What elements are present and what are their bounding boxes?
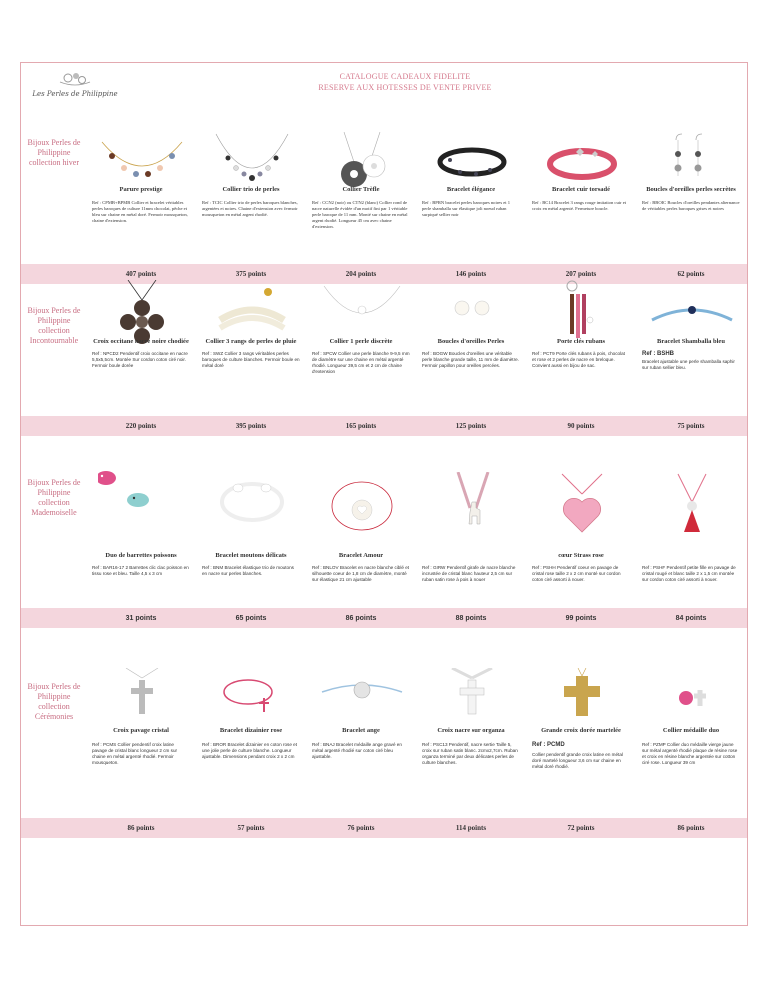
product-points: 88 points [455, 615, 487, 622]
product-name: Bracelet Shamballa bleu [657, 338, 725, 345]
product-name: Croix pavage cristal [113, 727, 169, 734]
product-points: 65 points [235, 615, 267, 622]
product-points: 76 points [347, 824, 375, 832]
section-label [21, 306, 87, 346]
section-label-line: collection [38, 326, 70, 335]
section-label [21, 478, 87, 518]
product-name: Collier 1 perle discrète [329, 338, 393, 345]
product-points: 31 points [125, 615, 157, 622]
girl-pendant-image [648, 472, 736, 542]
product-description: Ref : PZMP Collier duo médaille vierge jaune sur métal argenté rhodié plaque de résine rose et croix en résine blanche argentée sur cotton ciré rose. Longueur 39 cm [642, 742, 738, 765]
section-label-line: Philippine [37, 488, 71, 497]
product-ref [532, 742, 630, 748]
section-label-line: Cérémonies [34, 712, 74, 721]
product-points: 375 points [235, 270, 267, 278]
product-ref-text: Ref : PCMD [532, 742, 565, 748]
product-description: Ref : BPRN bracelet perles baroques noires et 1 perle shamballa sur élastique joli noeud ruban surpiqué sellier noir [422, 200, 511, 217]
product-description: Ref : CPMB+BPMB Collier et bracelet véritables perles baroques de culture 11mm chocolat, pêche et bleu sur chaine en métal doré. Fermoir mousqueton, chaine d'extension. [92, 200, 188, 223]
brand-logo [30, 68, 120, 102]
product-description: Ref : CCN2 (noir) ou CTN2 (blanc) Collier rond de nacre naturelle évidée d'un motif fini par 1 véritable perle baroque de 11 mm. Monté sur chaine en métal argent rhodié. Longueur 45 cm avec chaine d'extension. [312, 200, 408, 229]
product-points: 204 points [345, 270, 377, 278]
section-label-line: Bijoux Perles de [27, 306, 81, 315]
product-name: Grande croix dorée martelée [541, 727, 621, 734]
product-description: Ref : TCIC Collier trio de perles baroques blanches, argentées et noires. Chaine d'extension avec fermoir mousqueton en métal argent rhodié. [202, 200, 298, 217]
section-label-line: Bijoux Perles de [27, 682, 81, 691]
product-points: 395 points [235, 422, 267, 430]
product-points: 90 points [567, 422, 595, 430]
heart-pendant-image [538, 472, 626, 542]
product-points: 86 points [127, 824, 155, 832]
product-points: 62 points [677, 270, 705, 278]
product-description: Ref : SPCW Collier une perle blanche 9-9,5 mm de diamètre sur une chaine en métal argenté rhodié. Longueur 39,5 cm et 2 cm de chaine d'extension [312, 351, 410, 374]
brand-name: Les Perles de Philippine [32, 90, 118, 98]
product-name: Croix nacre sur organza [437, 727, 505, 734]
product-description: Ref : BNLOV Bracelet en nacre blanche ciblé et silhouette coeur de 1,8 cm de diamètre, monté sur élastique 21 cm ajustable [312, 565, 410, 582]
product-name: Parure prestige [119, 186, 163, 193]
section-label-line: collection [38, 498, 70, 507]
product-ref-text: Ref : BSHB [642, 351, 675, 357]
product-description: Ref : SWZ Collier 3 rangs véritables perles baroques de culture blanches. Fermoir boule en métal doré [202, 351, 300, 368]
product-description: Ref : PSHF Pendentif petite fille en pavage de cristal rougé et blanc taille 2 x 1,5 cm montée sur cordon coton ciré assorti à nouer. [642, 565, 736, 582]
product-description: Ref : PCMS Collier pendentif croix latine pavage de cristal blanc longueur 2 cm sur chaine en métal argenté rhodié. Fermoir mousqueton. [92, 742, 178, 765]
product-description: Ref : BAR16-17 2 Barrettes clic clac poisson en tissu rose et bleu. Taille 4,5 x 3 cm [92, 565, 189, 576]
product-name: Boucles d'oreilles perles secrètes [646, 186, 736, 193]
product-points: 125 points [455, 422, 487, 430]
page-title [240, 71, 570, 93]
product-points: 407 points [125, 270, 157, 278]
product-name: cœur Strass rose [558, 552, 604, 559]
section-label-line: collection [38, 702, 70, 711]
section-label-line: Bijoux Perles de [27, 478, 81, 487]
product-description: Ref : GIRW Pendentif girafe de nacre blanche incrustée de cristal blanc hauteur 2,5 cm sur ruban satin rose à pois à nouer [422, 565, 516, 582]
section-label [21, 138, 87, 168]
product-name: Croix occitane nacre noire chodiée [93, 338, 189, 345]
product-name: Collier 3 rangs de perles de pluie [205, 338, 297, 345]
section-label-line: Philippine [37, 692, 71, 701]
logo-icon [30, 68, 120, 90]
section-label [21, 682, 87, 722]
product-description: Ref : PCT9 Porte clés rubans à pois, chocolat et rose et 2 perles de nacre en breloque. Convient aussi en bijou de sac. [532, 351, 625, 368]
product-points: 75 points [677, 422, 705, 430]
product-points: 72 points [567, 824, 595, 832]
title-line-1: CATALOGUE CADEAUX FIDELITE [339, 72, 471, 81]
product-points: 207 points [565, 270, 597, 278]
product-points: 165 points [345, 422, 377, 430]
product-name: Bracelet moutons délicats [215, 552, 287, 559]
product-points: 114 points [455, 824, 487, 832]
product-points: 84 points [675, 615, 707, 622]
product-description: Ref : BNM Bracelet élastique trio de moutons en nacre sur perles blanches. [202, 565, 294, 576]
product-description: Ref : BROR Bracelet dizainier en coton rose et une jolie perle de culture blanche. Longueur ajustable. Dimensions pendant croix 2 x 2 cm [202, 742, 297, 759]
section-label-line: Bijoux Perles de [27, 138, 81, 147]
product-description: Ref : NPCD2 Pendentif croix occitane en nacre 5,5x5,5cm. Montée Sur cordon coton ciré noir. Fermoir boule dorée [92, 351, 188, 368]
product-name: Porte clés rubans [556, 338, 606, 345]
product-name: Bracelet dizainier rose [219, 727, 283, 734]
section-label-line: Philippine [37, 316, 71, 325]
product-description: Ref : BC14 Bracelet 3 rangs rouge imitation cuir et croix en métal argenté. Fermeture boucle. [532, 200, 627, 211]
product-name: Duo de barrettes poissons [105, 552, 177, 559]
product-points: 99 points [565, 615, 597, 622]
product-description: Ref : PSHH Pendentif coeur en pavage de cristal rose taille 2 x 2 cm monté sur cordon coton ciré assorti à nouer. [532, 565, 621, 582]
section-label-line: collection hiver [29, 158, 79, 167]
product-name: Bracelet ange [342, 727, 380, 734]
product-points: 57 points [237, 824, 265, 832]
product-points: 146 points [455, 270, 487, 278]
section-label-line: Philippine [37, 148, 71, 157]
bracelet-image [208, 472, 296, 542]
product-points: 86 points [345, 615, 377, 622]
product-description: Bracelet ajustable une perle shamballa saphir sur ruban sellier bleu. [642, 359, 735, 370]
product-name: Collier Trèfle [342, 186, 380, 193]
section-label-line: Incontournable [29, 336, 79, 345]
product-description: Ref : PSC13 Pendentif, nacre sertie Taille 5, croix sur ruban satin blanc. 2cmx2,7cm. Ruban organza terminé par deux délicates perles de culture blanches. [422, 742, 518, 765]
product-points: 220 points [125, 422, 157, 430]
product-ref [642, 351, 740, 357]
product-name: Bracelet élégance [446, 186, 496, 193]
product-name: Collier médaille duo [662, 727, 720, 734]
product-description: Ref : BNAJ Bracelet médaille ange gravé en métal argenté rhodié sur coton ciré bleu ajustable. [312, 742, 402, 759]
product-name: Bracelet cuir torsadé [552, 186, 610, 193]
title-line-2: RESERVE AUX HOTESSES DE VENTE PRIVEE [318, 83, 492, 92]
product-name: Boucles d'oreilles Perles [437, 338, 505, 345]
product-points: 86 points [677, 824, 705, 832]
pendant-image [428, 472, 516, 542]
product-description: Collier pendentif grande croix latine en métal doré martelé longueur 3,6 cm sur chaine en métal doré rhodié. [532, 752, 623, 769]
product-name: Collier trio de perles [222, 186, 280, 193]
section-label-line: Mademoiselle [31, 508, 77, 517]
product-description: Ref : BOGW Boucles d'oreilles une véritable perle blanche grande taille, 11 mm de diamètre. Fermoir papillon pour oreilles percées. [422, 351, 519, 368]
barrettes-image [98, 464, 186, 534]
bracelet-image [318, 472, 406, 542]
product-name: Bracelet Amour [338, 552, 384, 559]
product-description: Ref : BBOIC Boucles d'oreilles pendantes alternance de véritables perles baroques grises et noires [642, 200, 740, 211]
